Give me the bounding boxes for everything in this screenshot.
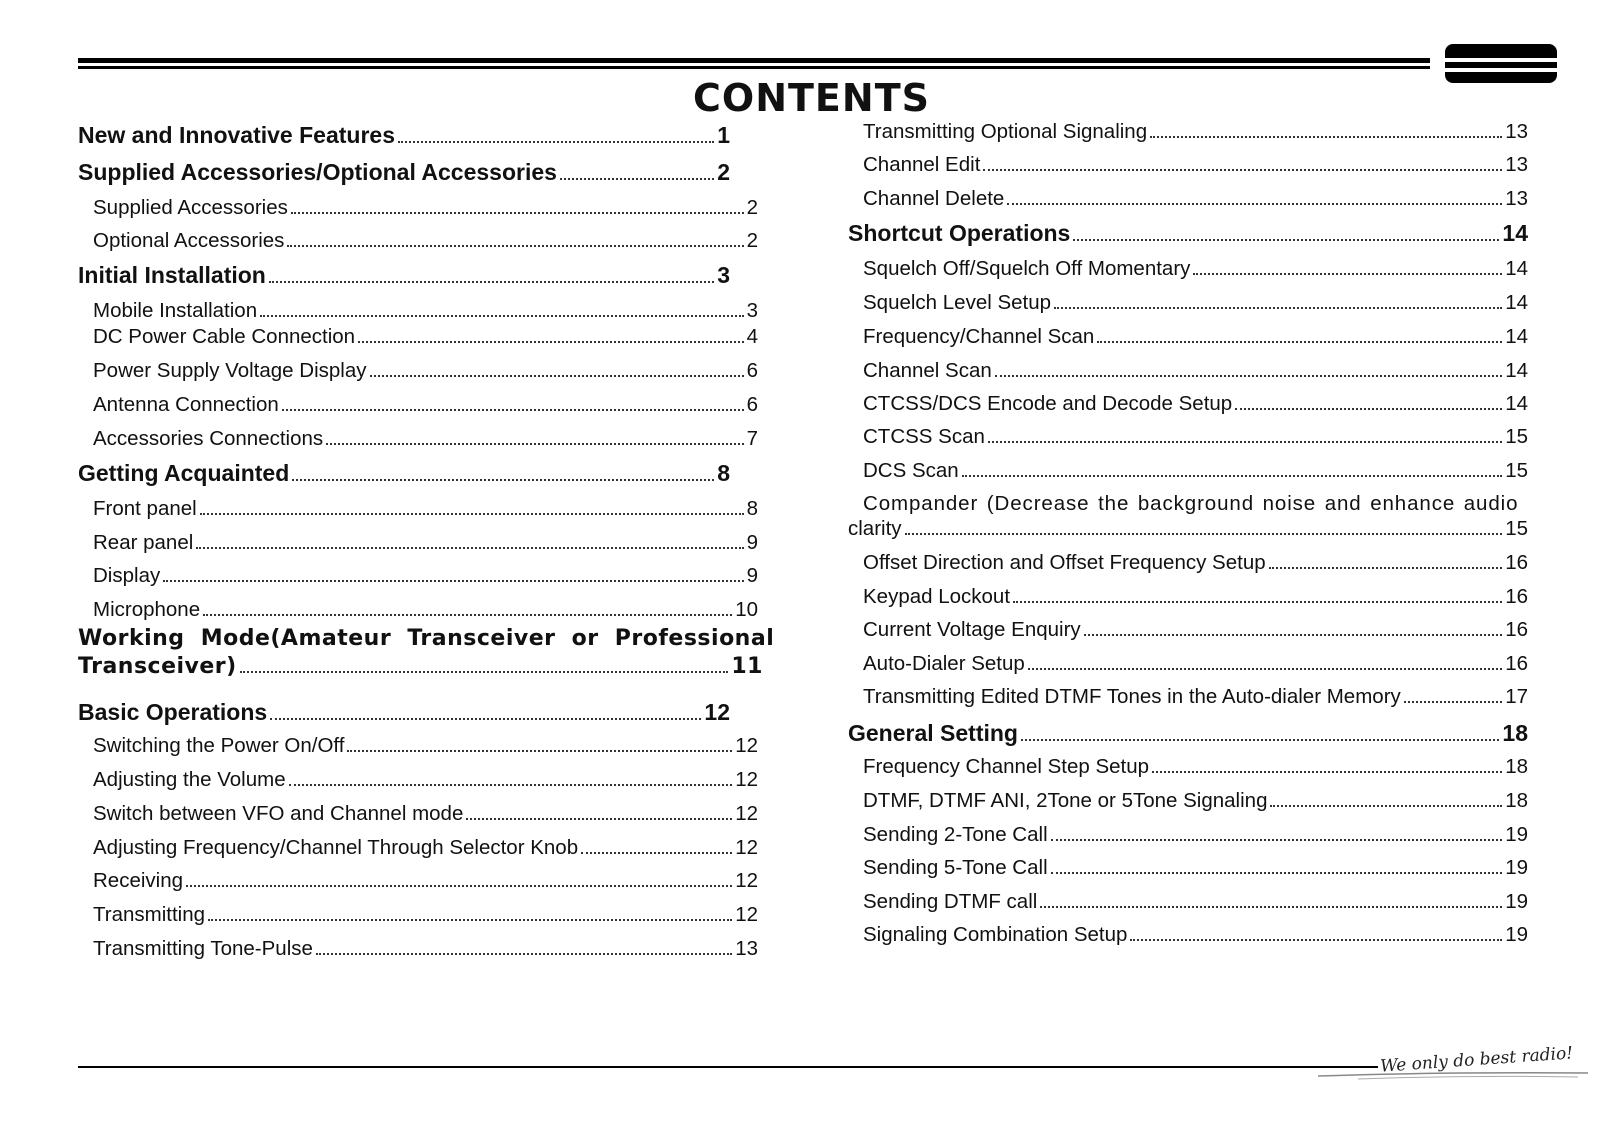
toc-subsection-entry[interactable] <box>93 598 758 622</box>
toc-dot-leader <box>1193 272 1502 275</box>
toc-page-number: 16 <box>1505 585 1528 608</box>
toc-dot-leader <box>292 478 714 481</box>
toc-dot-leader <box>1130 938 1502 941</box>
toc-dot-leader <box>1404 700 1502 703</box>
toc-page-number: 17 <box>1505 685 1528 708</box>
toc-entry-title: DC Power Cable Connection <box>93 325 356 348</box>
toc-dot-leader <box>282 408 744 411</box>
toc-subsection-entry[interactable] <box>863 291 1528 315</box>
toc-dot-leader <box>466 817 732 820</box>
toc-dot-leader <box>196 546 743 549</box>
toc-subsection-entry[interactable] <box>93 497 758 521</box>
toc-page-number: 2 <box>717 159 730 185</box>
toc-entry-title: Transmitting <box>93 903 206 926</box>
toc-entry-title: Auto-Dialer Setup <box>863 652 1025 675</box>
toc-dot-leader <box>1084 633 1503 636</box>
toc-dot-leader <box>983 168 1502 171</box>
toc-dot-leader <box>1007 202 1502 205</box>
toc-dot-leader <box>1150 135 1502 138</box>
toc-subsection-entry[interactable] <box>863 325 1528 349</box>
toc-dot-leader <box>370 374 744 377</box>
toc-dot-leader <box>1028 667 1502 670</box>
toc-page-number: 18 <box>1505 755 1528 778</box>
toc-page-number: 10 <box>735 598 758 621</box>
toc-section-entry[interactable] <box>78 159 730 186</box>
toc-page-number: 4 <box>746 325 758 348</box>
toc-page-number: 1 <box>717 122 730 148</box>
toc-dot-leader <box>962 474 1502 477</box>
toc-entry-title: Transmitting Edited DTMF Tones in the Auto-dialer Memory <box>863 685 1401 708</box>
toc-page-number: 19 <box>1505 923 1528 946</box>
toc-page-number: 12 <box>735 903 758 926</box>
toc-page-number: 12 <box>735 734 758 757</box>
toc-dot-leader <box>208 918 732 921</box>
toc-subsection-entry[interactable] <box>863 459 1528 483</box>
toc-dot-leader <box>203 613 732 616</box>
toc-dot-leader <box>269 280 714 283</box>
toc-entry-title: Sending 5-Tone Call <box>863 856 1048 879</box>
toc-page-number: 19 <box>1505 890 1528 913</box>
toc-subsection-entry[interactable] <box>863 392 1528 416</box>
toc-entry-continuation <box>78 654 763 679</box>
toc-page-number: 13 <box>1505 153 1528 176</box>
toc-entry-title: Sending DTMF call <box>863 890 1038 913</box>
toc-subsection-entry[interactable] <box>863 652 1528 676</box>
toc-dot-leader <box>1270 804 1502 807</box>
toc-entry-title: Sending 2-Tone Call <box>863 823 1048 846</box>
toc-entry-title: Mobile Installation <box>93 299 258 322</box>
slogan: We only do best radio! <box>1379 1043 1574 1077</box>
toc-page-number: 8 <box>717 460 730 486</box>
toc-dot-leader <box>398 140 714 143</box>
toc-subsection-entry[interactable] <box>863 120 1528 144</box>
toc-entry-title: Supplied Accessories <box>93 196 288 219</box>
toc-dot-leader <box>988 440 1502 443</box>
toc-page-number: 19 <box>1505 856 1528 879</box>
toc-entry-title: CTCSS/DCS Encode and Decode Setup <box>863 392 1233 415</box>
top-rule <box>78 58 1430 69</box>
toc-entry-title: Front panel <box>93 497 197 520</box>
toc-entry-title: DCS Scan <box>863 459 959 482</box>
toc-subsection-entry[interactable] <box>93 734 758 758</box>
bottom-rule <box>78 1066 1378 1068</box>
toc-subsection-entry[interactable] <box>93 393 758 417</box>
toc-subsection-entry[interactable] <box>863 823 1528 847</box>
toc-section-entry[interactable] <box>78 122 730 149</box>
toc-entry-title: Getting Acquainted <box>78 460 290 486</box>
toc-dot-leader <box>560 177 714 180</box>
toc-dot-leader <box>1013 600 1502 603</box>
toc-dot-leader <box>347 749 732 752</box>
toc-page-number: 13 <box>735 937 758 960</box>
toc-dot-leader <box>200 512 744 515</box>
toc-page-number: 14 <box>1505 359 1528 382</box>
toc-page-number: 14 <box>1505 257 1528 280</box>
toc-page-number: 15 <box>1505 517 1528 540</box>
toc-page-number: 19 <box>1505 823 1528 846</box>
toc-page-number: 9 <box>746 564 758 587</box>
toc-dot-leader <box>260 314 744 317</box>
toc-page-number: 3 <box>717 262 730 288</box>
toc-subsection-entry[interactable] <box>863 789 1528 813</box>
toc-dot-leader <box>1021 738 1499 741</box>
toc-page-number: 9 <box>746 531 758 554</box>
toc-section-entry[interactable] <box>848 720 1528 747</box>
page-title: CONTENTS <box>693 76 930 120</box>
toc-entry-title: Shortcut Operations <box>848 220 1071 246</box>
toc-entry-title: Basic Operations <box>78 699 268 725</box>
toc-subsection-entry[interactable] <box>93 427 758 451</box>
toc-entry-title: DTMF, DTMF ANI, 2Tone or 5Tone Signaling <box>863 789 1268 812</box>
toc-subsection-entry[interactable] <box>863 257 1528 281</box>
toc-entry-title: Rear panel <box>93 531 194 554</box>
toc-subsection-entry[interactable] <box>863 187 1528 211</box>
toc-entry-title: Frequency Channel Step Setup <box>863 755 1150 778</box>
toc-dot-leader <box>1097 340 1502 343</box>
toc-page-number: 8 <box>746 497 758 520</box>
toc-dot-leader <box>289 783 733 786</box>
toc-subsection-entry[interactable] <box>93 564 758 588</box>
toc-dot-leader <box>1051 838 1503 841</box>
toc-page-number: 2 <box>746 196 758 219</box>
toc-entry-title: Compander (Decrease the background noise and enhance audio <box>863 492 1519 515</box>
toc-entry-title: Switch between VFO and Channel mode <box>93 802 464 825</box>
toc-dot-leader <box>1152 770 1502 773</box>
toc-page-number: 12 <box>735 768 758 791</box>
toc-subsection-entry[interactable] <box>863 890 1528 914</box>
toc-subsection-entry[interactable] <box>93 937 758 961</box>
toc-entry-title: Current Voltage Enquiry <box>863 618 1081 641</box>
toc-entry-title: Receiving <box>93 869 184 892</box>
toc-section-entry[interactable] <box>78 460 730 487</box>
toc-page-number: 13 <box>1505 120 1528 143</box>
toc-entry-title: Channel Scan <box>863 359 992 382</box>
toc-entry-title: New and Innovative Features <box>78 122 395 148</box>
toc-subsection-entry[interactable] <box>93 299 758 323</box>
toc-dot-leader <box>326 442 743 445</box>
toc-entry-title: Keypad Lockout <box>863 585 1011 608</box>
toc-dot-leader <box>1073 238 1499 241</box>
toc-dot-leader <box>1235 407 1502 410</box>
toc-dot-leader <box>581 851 732 854</box>
toc-subsection-entry[interactable] <box>863 153 1528 177</box>
toc-entry-title: Antenna Connection <box>93 393 279 416</box>
toc-subsection-entry[interactable] <box>863 685 1528 709</box>
toc-entry-title: Signaling Combination Setup <box>863 923 1128 946</box>
toc-section-entry[interactable] <box>848 220 1528 247</box>
toc-dot-leader <box>358 340 744 343</box>
toc-page-number: 16 <box>1505 618 1528 641</box>
toc-page-number: 16 <box>1505 652 1528 675</box>
toc-subsection-entry[interactable] <box>863 425 1528 449</box>
toc-page-number: 12 <box>735 836 758 859</box>
toc-entry-title: Working Mode(Amateur Transceiver or Professional <box>78 626 775 651</box>
toc-entry-title: Transmitting Optional Signaling <box>863 120 1148 143</box>
toc-page-number: 14 <box>1505 291 1528 314</box>
toc-page-number: 15 <box>1505 459 1528 482</box>
toc-dot-leader <box>163 579 743 582</box>
toc-subsection-entry[interactable] <box>93 531 758 555</box>
toc-entry-title: Transceiver) <box>78 654 237 679</box>
toc-dot-leader <box>240 670 729 673</box>
toc-subsection-entry[interactable] <box>863 359 1528 383</box>
toc-dot-leader <box>905 532 1503 535</box>
toc-entry-title: Switching the Power On/Off <box>93 734 345 757</box>
toc-page-number: 6 <box>746 393 758 416</box>
toc-page-number: 16 <box>1505 551 1528 574</box>
toc-entry-title: CTCSS Scan <box>863 425 985 448</box>
toc-entry-title: Power Supply Voltage Display <box>93 359 367 382</box>
toc-page-number: 3 <box>746 299 758 322</box>
toc-dot-leader <box>291 211 744 214</box>
toc-entry-title: Display <box>93 564 161 587</box>
toc-page-number: 14 <box>1502 220 1528 246</box>
toc-entry-title: Transmitting Tone-Pulse <box>93 937 313 960</box>
toc-section-entry[interactable] <box>78 699 730 726</box>
toc-entry-title: Squelch Off/Squelch Off Momentary <box>863 257 1191 280</box>
toc-entry-title: Adjusting Frequency/Channel Through Selector Knob <box>93 836 579 859</box>
toc-page-number: 18 <box>1505 789 1528 812</box>
toc-dot-leader <box>1040 905 1502 908</box>
toc-subsection-entry[interactable] <box>93 802 758 826</box>
toc-page-number: 14 <box>1505 392 1528 415</box>
toc-entry-title: Channel Delete <box>863 187 1005 210</box>
toc-dot-leader <box>316 952 732 955</box>
toc-subsection-entry[interactable] <box>93 768 758 792</box>
toc-subsection-entry[interactable] <box>93 196 758 220</box>
toc-page-number: 12 <box>735 802 758 825</box>
toc-dot-leader <box>270 717 701 720</box>
toc-subsection-entry[interactable] <box>863 755 1528 779</box>
toc-subsection-entry[interactable] <box>863 618 1528 642</box>
toc-entry-title: Squelch Level Setup <box>863 291 1052 314</box>
toc-entry-title: General Setting <box>848 720 1018 746</box>
toc-entry-title: Microphone <box>93 598 201 621</box>
toc-entry-title: Frequency/Channel Scan <box>863 325 1095 348</box>
toc-dot-leader <box>287 244 743 247</box>
toc-subsection-entry[interactable] <box>93 325 758 349</box>
toc-subsection-entry[interactable] <box>93 229 758 253</box>
toc-page-number: 12 <box>704 699 730 725</box>
toc-subsection-entry[interactable] <box>863 923 1528 947</box>
toc-page-number: 14 <box>1505 325 1528 348</box>
toc-page-number: 6 <box>746 359 758 382</box>
toc-entry-title: clarity <box>848 517 902 540</box>
toc-dot-leader <box>1054 306 1502 309</box>
toc-entry-title: Accessories Connections <box>93 427 324 450</box>
toc-entry-title: Supplied Accessories/Optional Accessories <box>78 159 557 185</box>
toc-page-number: 11 <box>731 654 763 679</box>
toc-subsection-entry[interactable] <box>93 359 758 383</box>
toc-page-number: 7 <box>746 427 758 450</box>
toc-subsection-entry[interactable] <box>93 903 758 927</box>
toc-page-number: 2 <box>746 229 758 252</box>
toc-dot-leader <box>186 884 732 887</box>
toc-subsection-entry[interactable] <box>93 836 758 860</box>
toc-page-number: 13 <box>1505 187 1528 210</box>
toc-dot-leader <box>995 374 1502 377</box>
toc-entry-continuation <box>848 517 1528 541</box>
toc-dot-leader <box>1269 566 1503 569</box>
toc-entry-title: Initial Installation <box>78 262 266 288</box>
toc-page-number: 15 <box>1505 425 1528 448</box>
toc-subsection-entry[interactable] <box>863 585 1528 609</box>
toc-page-number: 12 <box>735 869 758 892</box>
toc-entry-title: Adjusting the Volume <box>93 768 286 791</box>
toc-entry-title: Offset Direction and Offset Frequency Setup <box>863 551 1266 574</box>
toc-section-entry[interactable] <box>78 262 730 289</box>
toc-subsection-entry[interactable] <box>863 856 1528 880</box>
toc-page-number: 18 <box>1502 720 1528 746</box>
toc-dot-leader <box>1051 871 1503 874</box>
toc-entry-title: Channel Edit <box>863 153 981 176</box>
toc-entry-title: Optional Accessories <box>93 229 285 252</box>
toc-subsection-entry[interactable] <box>863 551 1528 575</box>
toc-subsection-entry[interactable] <box>93 869 758 893</box>
